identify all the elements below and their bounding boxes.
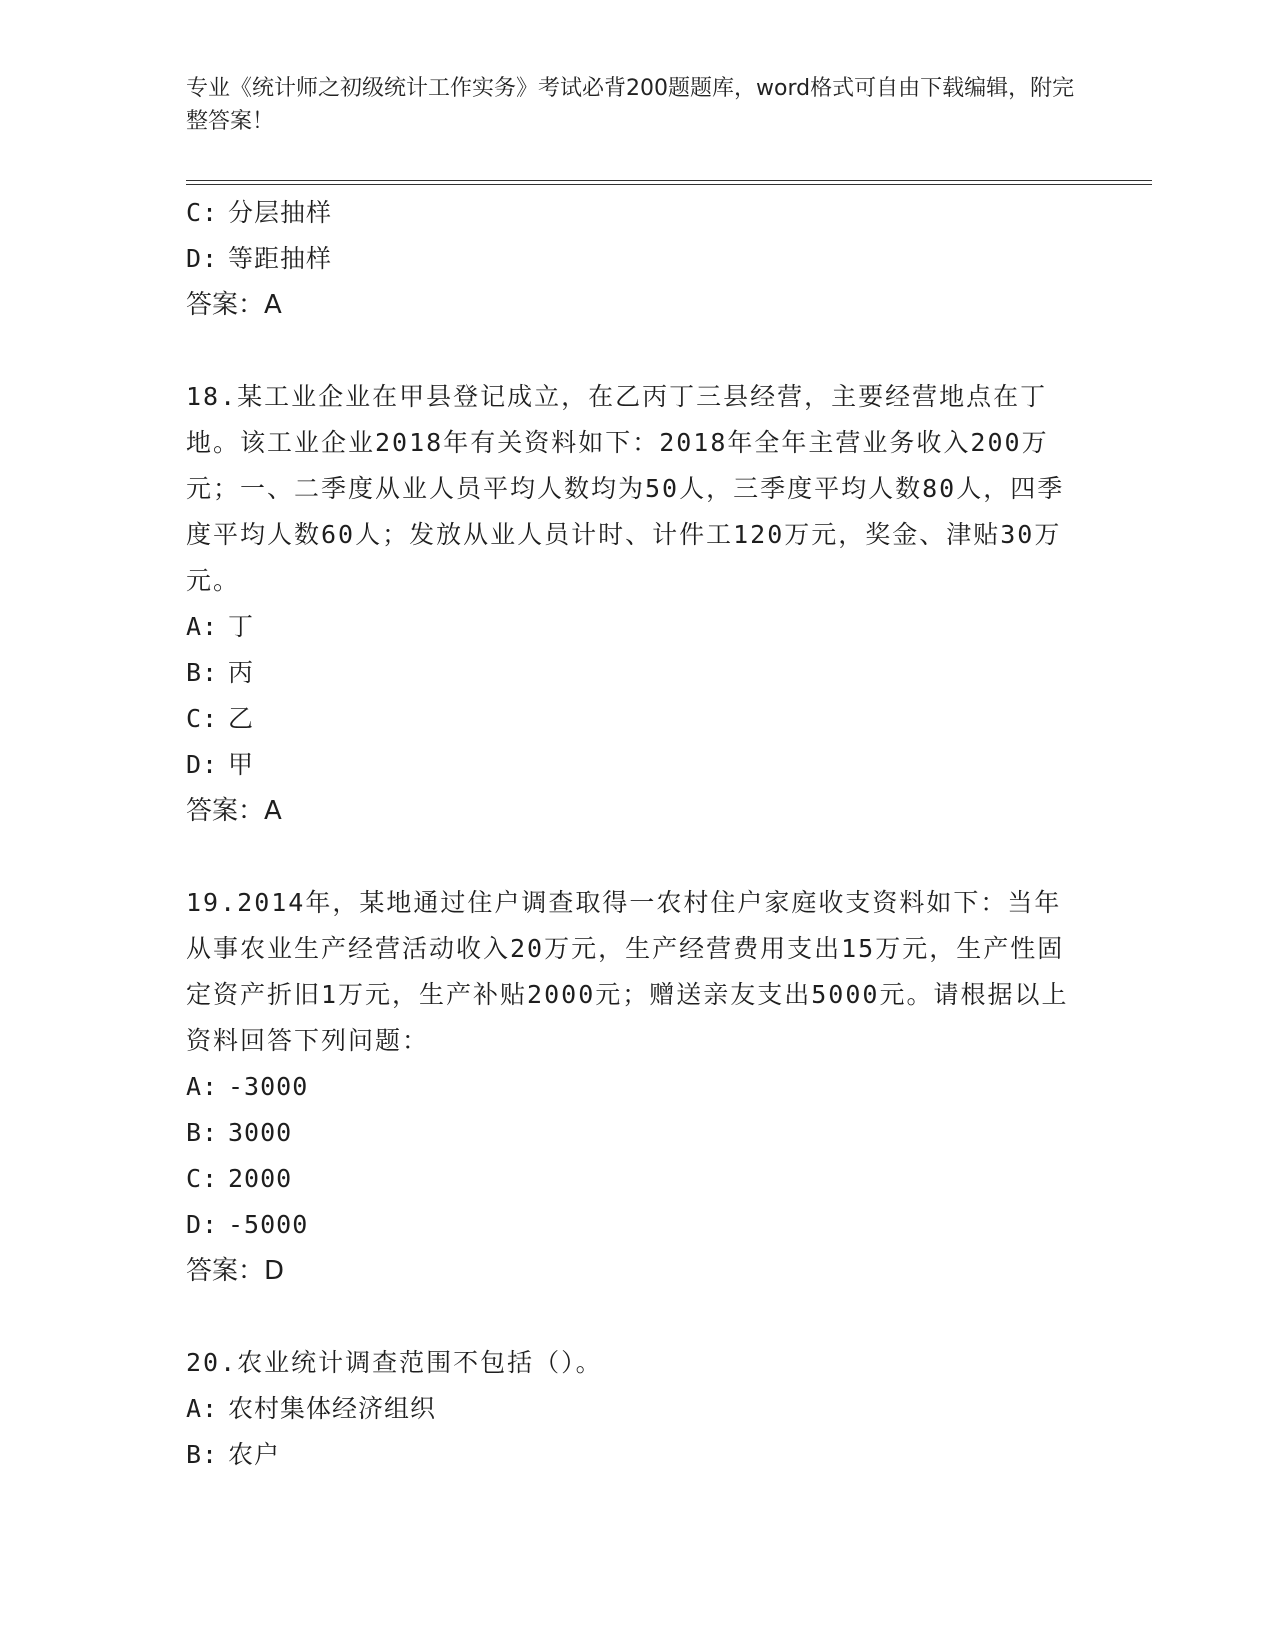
option-c xyxy=(186,1156,1086,1202)
question-block-20 xyxy=(186,1340,1086,1478)
answer-line: 答案：A xyxy=(186,796,282,826)
option-label: C: xyxy=(186,198,219,227)
option-c xyxy=(186,190,1086,236)
option-label: C: xyxy=(186,1164,219,1193)
option-text: 分层抽样 xyxy=(228,198,333,227)
option-text: 农村集体经济组织 xyxy=(228,1394,437,1423)
option-text: 2000 xyxy=(228,1164,293,1193)
spacer xyxy=(186,834,1086,880)
option-text: -5000 xyxy=(228,1210,309,1239)
option-text: 3000 xyxy=(228,1118,293,1147)
option-text: 丙 xyxy=(228,658,255,687)
option-text: 甲 xyxy=(228,750,255,779)
option-label: A: xyxy=(186,1394,219,1423)
question-block-17 xyxy=(186,190,1086,328)
header-rule-top xyxy=(186,180,1152,181)
option-label: B: xyxy=(186,658,219,687)
option-b xyxy=(186,1110,1086,1156)
question-block-18 xyxy=(186,374,1086,834)
option-d xyxy=(186,1202,1086,1248)
option-a xyxy=(186,604,1086,650)
header-rule-bottom xyxy=(186,184,1152,185)
option-a xyxy=(186,1386,1086,1432)
question-body xyxy=(186,190,1086,1478)
option-label: B: xyxy=(186,1440,219,1469)
answer-line: 答案：D xyxy=(186,1256,285,1286)
question-block-19 xyxy=(186,880,1086,1294)
option-b xyxy=(186,1432,1086,1478)
option-text: -3000 xyxy=(228,1072,309,1101)
option-c xyxy=(186,696,1086,742)
option-label: D: xyxy=(186,1210,219,1239)
option-b xyxy=(186,650,1086,696)
option-text: 等距抽样 xyxy=(228,244,333,273)
option-text: 丁 xyxy=(228,612,255,641)
option-label: D: xyxy=(186,750,219,779)
option-label: C: xyxy=(186,704,219,733)
option-label: B: xyxy=(186,1118,219,1147)
option-text: 农户 xyxy=(228,1440,281,1469)
option-label: A: xyxy=(186,612,219,641)
option-d xyxy=(186,236,1086,282)
option-label: A: xyxy=(186,1072,219,1101)
spacer xyxy=(186,1294,1086,1340)
option-text: 乙 xyxy=(228,704,255,733)
document-header: 专业《统计师之初级统计工作实务》考试必背200题题库，word格式可自由下载编辑，附完整答案！ xyxy=(186,76,1075,134)
question-stem: 19.2014年，某地通过住户调查取得一农村住户家庭收支资料如下：当年从事农业生产经营活动收入20万元，生产经营费用支出15万元，生产性固定资产折旧1万元，生产补贴2000元；赠送亲友支出5000元。请根据以上资料回答下列问题： xyxy=(186,888,1069,1055)
option-label: D: xyxy=(186,244,219,273)
option-a xyxy=(186,1064,1086,1110)
question-stem: 20.农业统计调查范围不包括（）。 xyxy=(186,1348,603,1377)
question-stem: 18.某工业企业在甲县登记成立，在乙丙丁三县经营，主要经营地点在丁地。该工业企业2018年有关资料如下：2018年全年主营业务收入200万元；一、二季度从业人员平均人数均为50人，三季度平均人数80人，四季度平均人数60人；发放从业人员计时、计件工120万元，奖金、津贴30万元。 xyxy=(186,382,1065,595)
answer-line: 答案：A xyxy=(186,290,282,320)
spacer xyxy=(186,328,1086,374)
option-d xyxy=(186,742,1086,788)
